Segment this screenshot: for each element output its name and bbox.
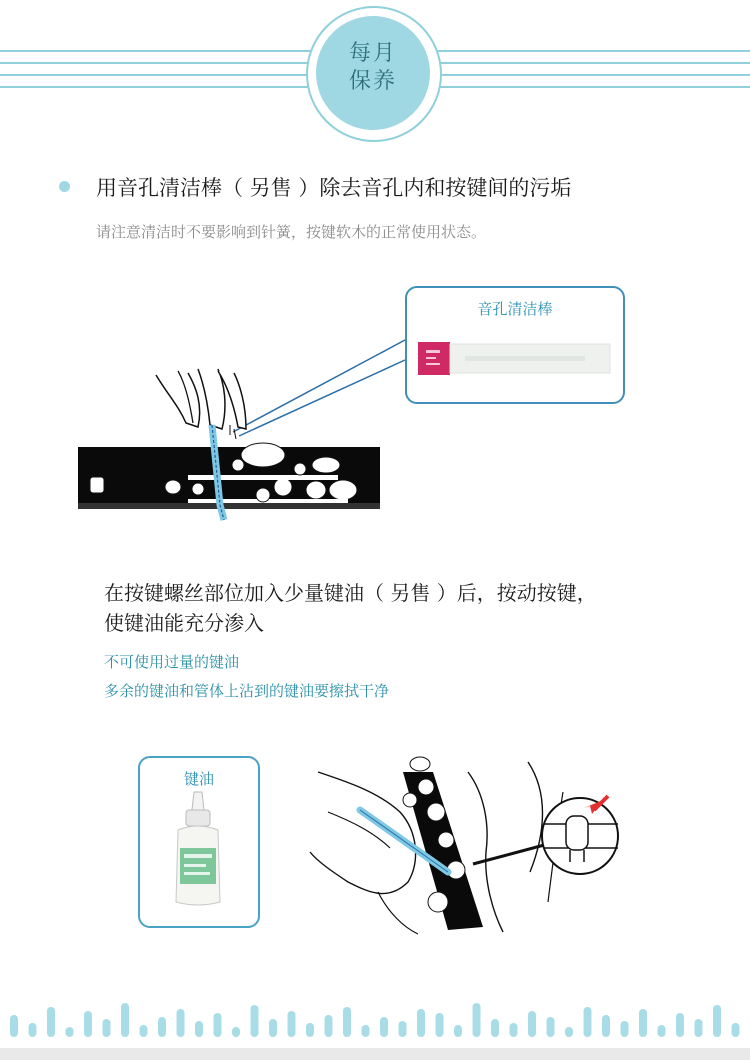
section1-heading: 用音孔清洁棒（ 另售 ）除去音孔内和按键间的污垢 xyxy=(96,176,572,200)
decorative-bar xyxy=(528,1011,536,1037)
section2-heading-line2: 使键油能充分渗入 xyxy=(104,611,264,635)
tonehole-cleaner-image xyxy=(410,336,620,381)
decorative-bar xyxy=(343,1007,351,1037)
decorative-bar xyxy=(565,1027,573,1037)
decorative-bar xyxy=(84,1011,92,1037)
monthly-badge-text xyxy=(316,40,430,96)
decorative-bar xyxy=(232,1027,240,1037)
decorative-bar xyxy=(251,1005,259,1037)
decorative-bar xyxy=(380,1017,388,1037)
section1-note: 请注意清洁时不要影响到针簧，按键软木的正常使用状态。 xyxy=(96,223,487,241)
decorative-bar-pattern xyxy=(0,995,750,1040)
decorative-bar xyxy=(713,1005,721,1037)
decorative-bar xyxy=(491,1019,499,1037)
bottom-strip xyxy=(0,1048,750,1060)
decorative-bar xyxy=(214,1013,222,1037)
decorative-bar xyxy=(547,1017,555,1037)
decorative-bar xyxy=(158,1017,166,1037)
decorative-bar xyxy=(436,1013,444,1037)
decorative-bar xyxy=(140,1025,148,1037)
decorative-bar xyxy=(676,1013,684,1037)
decorative-bar xyxy=(399,1021,407,1037)
decorative-bar xyxy=(454,1025,462,1037)
decorative-bar xyxy=(306,1023,314,1037)
decorative-bar xyxy=(121,1003,129,1037)
key-oil-bottle-icon xyxy=(168,790,228,915)
decorative-bar xyxy=(584,1007,592,1037)
section2-heading-line1: 在按键螺丝部位加入少量键油（ 另售 ）后，按动按键， xyxy=(104,581,597,605)
tonehole-cleaner-label: 音孔清洁棒 xyxy=(477,300,553,318)
decorative-bar xyxy=(288,1011,296,1037)
decorative-bar xyxy=(473,1003,481,1037)
decorative-bar xyxy=(621,1021,629,1037)
decorative-bar xyxy=(417,1009,425,1037)
decorative-bar xyxy=(10,1015,18,1037)
decorative-bar xyxy=(177,1009,185,1037)
decorative-bar xyxy=(269,1019,277,1037)
decorative-bar xyxy=(658,1025,666,1037)
decorative-bar xyxy=(510,1023,518,1037)
decorative-bar xyxy=(66,1027,74,1037)
decorative-bar xyxy=(103,1019,111,1037)
decorative-bar xyxy=(639,1009,647,1037)
decorative-bar xyxy=(29,1023,37,1037)
warning-wipe-oil: 多余的键油和管体上沾到的键油要擦拭干净 xyxy=(104,682,390,700)
decorative-bar xyxy=(195,1021,203,1037)
bullet-dot xyxy=(59,181,70,192)
decorative-bar xyxy=(325,1015,333,1037)
decorative-bar xyxy=(695,1019,703,1037)
decorative-bar xyxy=(732,1023,740,1037)
badge-line-1: 每月 xyxy=(348,41,397,66)
clarinet-cleaning-illustration xyxy=(78,365,388,530)
warning-excess-oil: 不可使用过量的键油 xyxy=(104,653,240,671)
decorative-bar xyxy=(362,1025,370,1037)
section2-heading xyxy=(104,578,597,638)
decorative-bar xyxy=(47,1007,55,1037)
badge-line-2: 保养 xyxy=(348,69,397,94)
key-oil-label: 键油 xyxy=(183,770,214,788)
key-oiling-illustration xyxy=(308,752,638,937)
decorative-bar xyxy=(602,1015,610,1037)
